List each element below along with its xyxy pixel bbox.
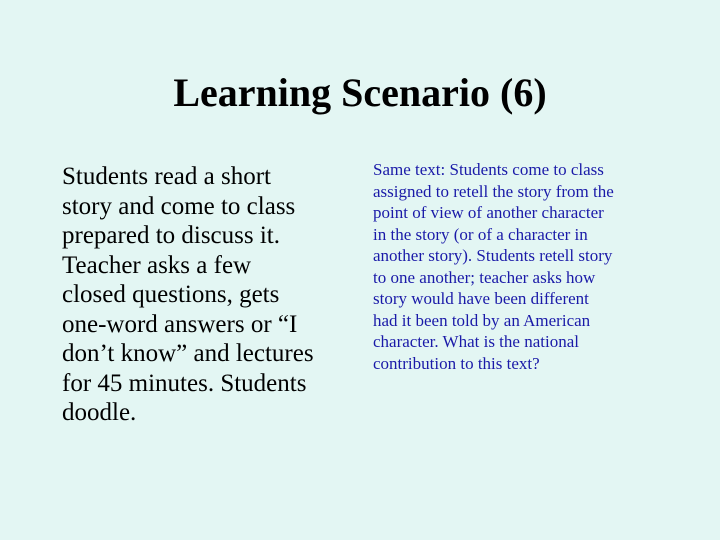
slide-title: Learning Scenario (6) — [173, 70, 547, 115]
right-scenario-text: Same text: Students come to class assigned to retell the story from the point of view of another character in the story (or of a character in another story). Students retell story to one another; teacher asks how story would have been different had it been told by an American character. What is the national contribution to this text? — [373, 160, 614, 373]
left-scenario-text: Students read a short story and come to class prepared to discuss it. Teacher asks a few closed questions, gets one-word answers or “I don’t know” and lectures for 45 minutes. Students doodle. — [62, 163, 314, 426]
